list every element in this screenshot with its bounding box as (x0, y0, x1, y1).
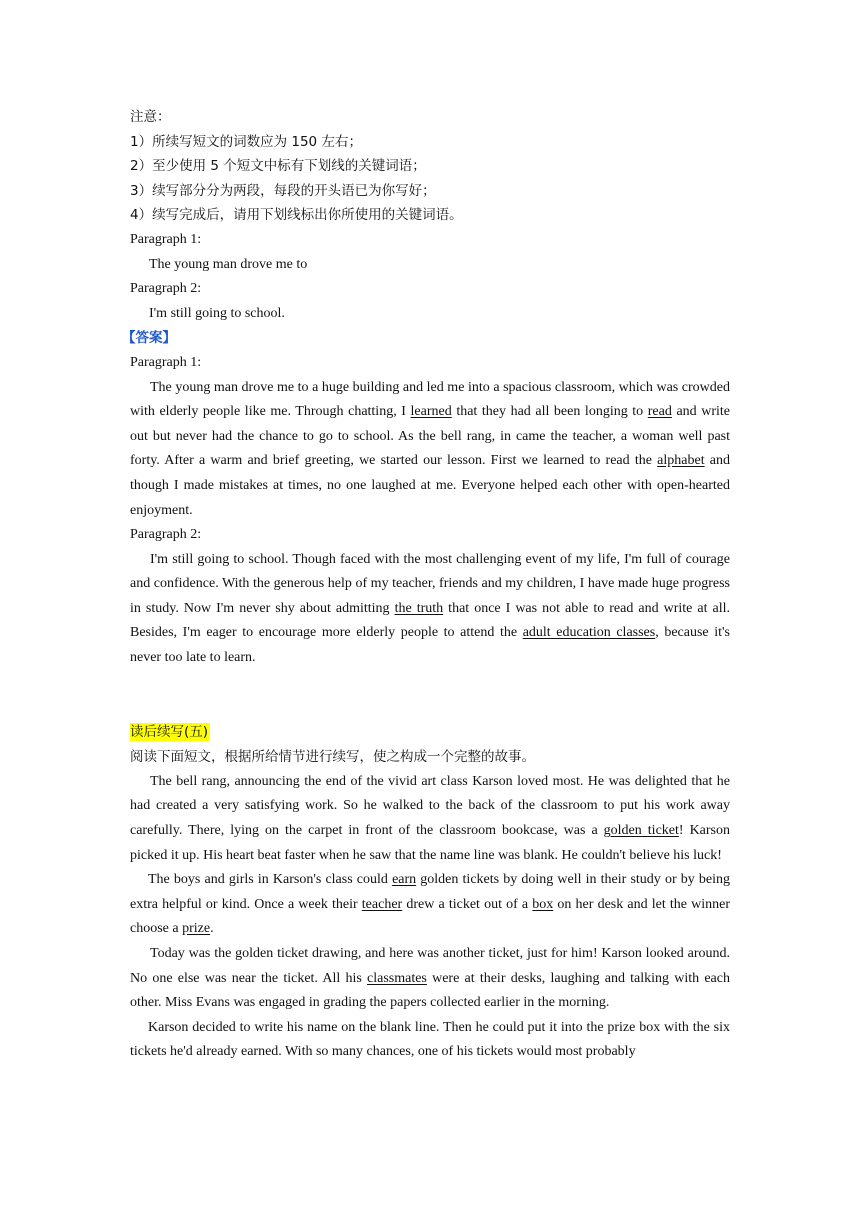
story-paragraph-3: Today was the golden ticket drawing, and here was another ticket, just for him! Karson looked around. No one else was near the ticket. All his classmates were at their desks, laughing and talking with each other. Miss Evans was engaged in grading the papers collected earlier in the morning. (130, 946, 730, 1011)
keyword: prize (182, 921, 211, 937)
note-item-3: 3）续写部分分为两段，每段的开头语已为你写好； (130, 182, 436, 199)
answer-paragraph-2: I'm still going to school. Though faced with the most challenging event of my life, I'm full of courage and confidence. With the generous help of my teacher, friends and my children, I have made huge progress in study. Now I'm never shy about admitting the truth that once I was not able to read and write at all. Besides, I'm eager to encourage more elderly people to attend the adult education classes, because it's never too late to learn. (130, 551, 731, 666)
prompt-paragraph-2-start: I'm still going to school. (149, 305, 285, 321)
section-instruction: 阅读下面短文，根据所给情节进行续写，使之构成一个完整的故事。 (130, 749, 535, 766)
story-paragraph-2: The boys and girls in Karson's class could earn golden tickets by doing well in their study or by being extra helpful or kind. Once a week their teacher drew a ticket out of a box on her desk and let the winner choose a prize. (130, 872, 730, 937)
section-gap (130, 671, 730, 720)
keyword: learned (410, 404, 452, 420)
keyword: the truth (394, 600, 444, 616)
keyword: alphabet (657, 453, 705, 469)
keyword: adult education classes (522, 625, 656, 641)
keyword: read (647, 404, 672, 420)
answer-paragraph-1: The young man drove me to a huge building and led me into a spacious classroom, which was crowded with elderly people like me. Through chatting, I learned that they had all been longing to read and write out but never had the chance to go to school. As the bell rang, in came the teacher, a woman well past forty. After a warm and brief greeting, we started our lesson. First we learned to read the alphabet and though I made mistakes at times, no one laughed at me. Everyone helped each other with open-hearted enjoyment. (130, 379, 730, 518)
keyword: classmates (367, 970, 427, 986)
keyword: box (532, 896, 554, 912)
story-paragraph-1: The bell rang, announcing the end of the vivid art class Karson loved most. He was delighted that he had created a very satisfying work. So he walked to the back of the classroom to put his work away carefully. There, lying on the carpet in front of the classroom bookcase, was a golden ticket! Karson picked it up. His heart beat faster when he saw that the name line was blank. He couldn't believe his luck! (130, 773, 730, 863)
keyword: earn (392, 872, 417, 888)
answer-paragraph-1-label: Paragraph 1: (130, 354, 202, 370)
answer-paragraph-2-label: Paragraph 2: (130, 527, 202, 543)
prompt-paragraph-1-label: Paragraph 1: (130, 231, 202, 247)
section-title: 读后续写(五) (130, 723, 209, 740)
note-item-1: 1）所续写短文的词数应为 150 左右； (130, 133, 362, 150)
keyword: golden ticket (603, 823, 679, 839)
story-paragraph-4: Karson decided to write his name on the blank line. Then he could put it into the prize box with the six tickets he'd already earned. With so many chances, one of his tickets would most probably (130, 1019, 730, 1060)
prompt-paragraph-2-label: Paragraph 2: (130, 281, 202, 297)
document-content (122, 105, 731, 1065)
prompt-paragraph-1-start: The young man drove me to (149, 256, 308, 272)
answer-label: 【答案】 (122, 330, 176, 347)
note-item-4: 4）续写完成后，请用下划线标出你所使用的关键词语。 (130, 207, 463, 224)
keyword: teacher (361, 896, 403, 912)
note-item-2: 2）至少使用 5 个短文中标有下划线的关键词语； (130, 158, 426, 175)
notes-heading: 注意： (130, 109, 171, 125)
